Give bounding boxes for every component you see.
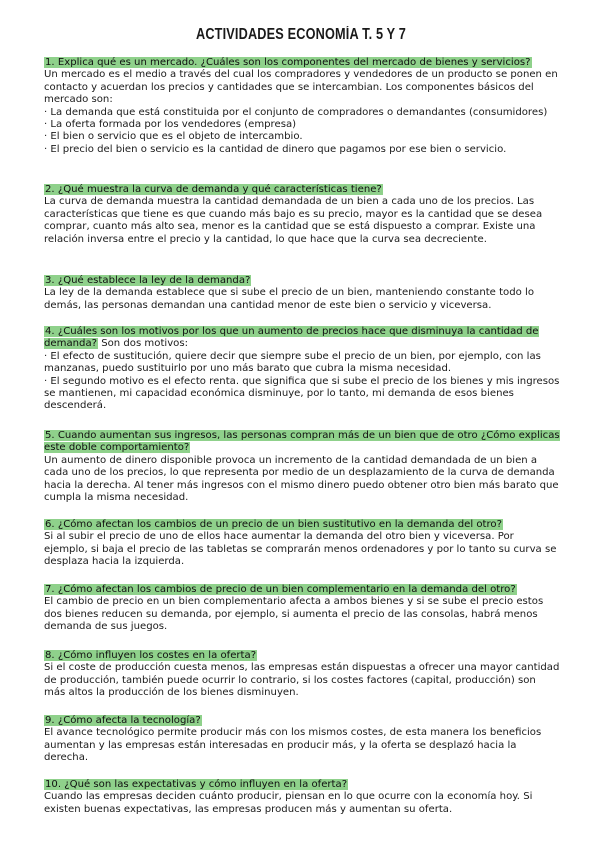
question-5: 5. Cuando aumentan sus ingresos, las personas compran más de un bien que de otro ¿Cómo explicas este doble comportamiento? [44, 430, 560, 454]
section-9 [44, 715, 560, 765]
answer-5: Un aumento de dinero disponible provoca un incremento de la cantidad demandada de un bien a cada uno de los precios, lo que representa por medio de un desplazamiento de la curva de demanda hacia la derecha. Al tener más ingresos con el mismo dinero puedo obtener otro bien más barato que cumpla la misma necesidad. [44, 454, 559, 504]
answer-8: Si el coste de producción cuesta menos, las empresas están dispuestas a ofrecer una mayor cantidad de producción, también puede ocurrir lo contrario, si los costes factores (capital, producción) son más altos la producción de los bienes disminuyen. [44, 662, 560, 699]
section-8 [44, 650, 560, 700]
question-2: 2. ¿Qué muestra la curva de demanda y qué características tiene? [45, 184, 382, 195]
section-4 [44, 326, 560, 413]
question-9: 9. ¿Cómo afecta la tecnología? [45, 715, 201, 726]
answer-10: Cuando las empresas deciden cuánto producir, piensan en lo que ocurre con la economía hoy. Si existen buenas expectativas, las empresas producen más y aumentan su oferta. [44, 791, 533, 815]
answer-6: Si al subir el precio de uno de ellos hace aumentar la demanda del otro bien y viceversa. Por ejemplo, si baja el precio de las tabletas se comprarán menos ordenadores y por lo tanto su curva se desplaza hacia la izquierda. [44, 531, 557, 568]
answer-7: El cambio de precio en un bien complementario afecta a ambos bienes y si se sube el precio estos dos bienes reducen su demanda, por ejemplo, si aumenta el precio de las consolas, habrá menos demanda de sus juegos. [44, 596, 544, 633]
answer-1-bullet-1: · La demanda que está constituida por el conjunto de compradores o demandantes (consumidores) [44, 106, 548, 118]
answer-4-bullet-2: · El segundo motivo es el efecto renta. que significa que si sube el precio de los bienes y mis ingresos se mantienen, mi capacidad económica disminuye, por lo tanto, mi demanda de esos bienes descenderá. [44, 375, 560, 412]
question-6: 6. ¿Cómo afectan los cambios de un precio de un bien sustitutivo en la demanda del otro? [45, 519, 502, 530]
section-6 [44, 519, 560, 569]
answer-9: El avance tecnológico permite producir más con los mismos costes, de esta manera los beneficios aumentan y las empresas están interesadas en producir más, y la oferta se desplazó hacia la derecha. [44, 727, 542, 764]
section-1 [44, 57, 560, 156]
answer-2: La curva de demanda muestra la cantidad demandada de un bien a cada uno de los precios. Las características que tiene es que cuando más bajo es su precio, mayor es la cantidad que se desea comprar, cuanto más alto sea, menor es la cantidad que se está dispuesto a comprar. Existe una relación inversa entre el precio y la cantidad, lo que hace que la curva sea decreciente. [44, 196, 543, 245]
section-3 [44, 275, 560, 312]
question-10: 10. ¿Qué son las expectativas y cómo influyen en la oferta? [45, 779, 348, 790]
question-3: 3. ¿Qué establece la ley de la demanda? [45, 275, 251, 286]
section-7 [44, 584, 560, 634]
section-10 [44, 779, 560, 816]
section-5 [44, 430, 560, 504]
question-4: 4. ¿Cuáles son los motivos por los que un aumento de precios hace que disminuya la cantidad de demanda? [44, 326, 539, 350]
question-7: 7. ¿Cómo afectan los cambios de precio de un bien complementario en la demanda del otro? [45, 584, 516, 595]
section-2 [44, 184, 560, 246]
answer-1-bullet-4: · El precio del bien o servicio es la cantidad de dinero que pagamos por ese bien o servicio. [44, 143, 507, 155]
answer-3: La ley de la demanda establece que si sube el precio de un bien, manteniendo constante todo lo demás, las personas demandan una cantidad menor de este bien o servicio y viceversa. [44, 287, 535, 311]
page-title: ACTIVIDADES ECONOMÍA T. 5 Y 7 [195, 26, 407, 43]
answer-1-bullet-2: · La oferta formada por los vendedores (empresa) [44, 119, 297, 131]
answer-1-bullet-3: · El bien o servicio que es el objeto de intercambio. [44, 131, 303, 143]
answer-1-intro: Un mercado es el medio a través del cual los compradores y vendedores de un producto se ponen en contacto y acuerdan los precios y cantidades que se intercambian. Los componentes básicos del mercado son: [44, 69, 558, 106]
question-8: 8. ¿Cómo influyen los costes en la oferta? [45, 650, 257, 661]
question-1: 1. Explica qué es un mercado. ¿Cuáles son los componentes del mercado de bienes y servicios? [45, 57, 531, 68]
answer-4-inline: Son dos motivos: [97, 338, 189, 350]
answer-4-bullet-1: · El efecto de sustitución, quiere decir que siempre sube el precio de un bien, por ejemplo, con las manzanas, puedo sustituirlo por uno más barato que cubra la misma necesidad. [44, 350, 541, 375]
